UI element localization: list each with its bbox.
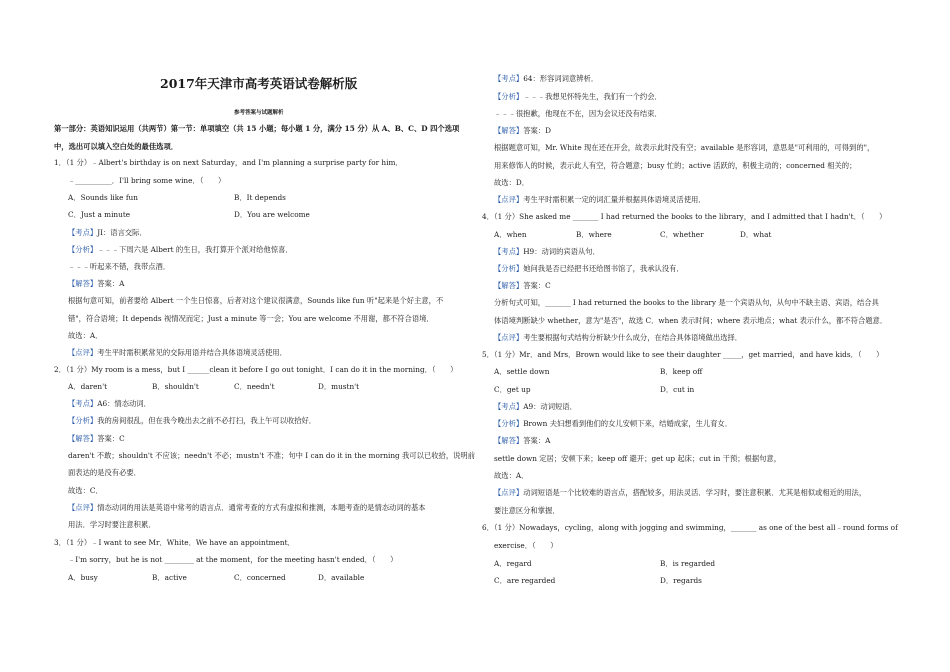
q2-body-3: 故选：C．	[68, 486, 103, 495]
q5-option-a: A．settle down	[494, 367, 550, 376]
q2-option-b: B．shouldn't	[152, 382, 199, 391]
q4-option-c: C．whether	[660, 230, 704, 239]
q1-option-c: C．Just a minute	[68, 210, 131, 219]
q3-option-b: B．active	[152, 573, 187, 582]
q3-option-a: A．busy	[68, 573, 98, 582]
q4-fenxi: 【分析】她问我是否已经把书还给图书馆了，我承认没有．	[494, 264, 684, 273]
section-intro-line2: 中，选出可以填入空白处的最佳选项．	[54, 142, 179, 151]
q5-fenxi: 【分析】Brown 夫妇想看到他们的女儿安顿下来，结婚成家，生儿育女．	[494, 419, 733, 428]
q3-fenxi2: ﹣﹣﹣很抱歉，他现在不在，因为会议还没有结束．	[494, 109, 662, 118]
q5-body-2: 故选：A．	[494, 471, 529, 480]
q5-stem: 5．（1 分）Mr．and Mrs．Brown would like to see their daughter _____，get married，and have kids．（ ）	[482, 350, 884, 359]
q4-stem: 4．（1 分）She asked me _______ I had returned the books to the library，and I admitted that I hadn't．（ ）	[482, 212, 887, 221]
q1-line2: ﹣__________．I'll bring some wine．（ ）	[68, 176, 226, 185]
q3-kaodian: 【考点】64：形容词词意辨析．	[494, 74, 599, 83]
q4-body-1: 分析句式可知，_______ I had returned the books to the library 是一个宾语从句，从句中不缺主语、宾语，结合具	[494, 298, 879, 307]
page-subtitle: 参考答案与试题解析	[234, 110, 284, 116]
q3-line2: ﹣I'm sorry，but he is not ________ at the moment，for the meeting hasn't ended．（ ）	[68, 555, 398, 564]
q1-option-b: B．It depends	[234, 193, 286, 202]
q2-option-d: D．mustn't	[318, 382, 360, 391]
q2-body-2: 面表达的是没有必要．	[68, 468, 141, 477]
q4-option-b: B．where	[576, 230, 612, 239]
q1-stem: 1．（1 分）﹣Albert's birthday is on next Saturday，and I'm planning a surprise party for him．	[54, 158, 403, 167]
q6-line2: exercise．（ ）	[494, 541, 558, 550]
q5-jieda: 【解答】答案：A	[494, 436, 551, 445]
q6-option-d: D．regards	[660, 576, 702, 585]
q3-jieda: 【解答】答案：D	[494, 126, 551, 135]
q5-option-d: D．cut in	[660, 385, 695, 394]
q2-jieda: 【解答】答案：C	[68, 434, 125, 443]
q1-option-d: D．You are welcome	[234, 210, 310, 219]
q4-jieda: 【解答】答案：C	[494, 281, 551, 290]
q2-option-c: C．needn't	[234, 382, 275, 391]
q3-body-2: 用来修饰人的时候，表示此人有空，符合题意；busy 忙的；active 活跃的，积极主动的；concerned 相关的；	[494, 161, 857, 170]
q1-kaodian: 【考点】JI：语言交际．	[68, 228, 147, 237]
q1-body-1: 根据句意可知，前者要给 Albert 一个生日惊喜，后者对这个建议很满意，Sounds like fun 听"起来是个好主意，不	[68, 296, 444, 305]
q6-option-c: C．are regarded	[494, 576, 556, 585]
q4-option-d: D．what	[740, 230, 772, 239]
q2-kaodian: 【考点】A6：情态动词．	[68, 399, 151, 408]
q3-fenxi: 【分析】﹣﹣﹣我想见怀特先生，我们有一个约会．	[494, 92, 662, 101]
q6-stem: 6．（1 分）Nowadays，cycling，along with jogging and swimming，_______ as one of the best all﹣round forms of	[482, 523, 898, 532]
q1-body-3: 故选：A．	[68, 331, 103, 340]
q3-dianping: 【点评】考生平时需积累一定的词汇量并根据具体语境灵活使用．	[494, 195, 706, 204]
q1-option-a: A．Sounds like fun	[68, 193, 138, 202]
q4-dianping: 【点评】考生要根据句式结构分析缺少什么成分，在结合具体语境做出选择．	[494, 333, 743, 342]
q5-option-c: C．get up	[494, 385, 531, 394]
q2-body-1: daren't 不敢；shouldn't 不应该；needn't 不必；mustn't 不准；句中 I can do it in the morning 我可以已收拾，说明前	[68, 451, 476, 460]
q2-option-a: A．daren't	[68, 382, 108, 391]
q3-body-3: 故选：D．	[494, 178, 530, 187]
q5-dianping: 【点评】动词短语是一个比较难的语言点，搭配较多，用法灵活．学习时，要注意积累．尤其是相似或相近的用法，	[494, 488, 867, 497]
q2-dianping: 【点评】情态动词的用法是英语中常考的语言点．通常考查的方式有虚拟和推测，本题考查的是情态动词的基本	[68, 503, 426, 512]
q3-stem: 3．（1 分）﹣I want to see Mr．White．We have an appointment．	[54, 538, 295, 547]
q5-option-b: B．keep off	[660, 367, 703, 376]
q1-dianping: 【点评】考生平时需积累常见的交际用语并结合具体语境灵活使用．	[68, 348, 287, 357]
q3-body-1: 根据题意可知，Mr. White 现在还在开会，故表示此时没有空；available 是形容词，意思是"可利用的，可得到的"，	[494, 143, 875, 152]
q2-fenxi: 【分析】我的房间很乱，但在我今晚出去之前不必打扫，我上午可以收拾好．	[68, 416, 317, 425]
q3-option-c: C．concerned	[234, 573, 286, 582]
q4-option-a: A．when	[494, 230, 527, 239]
q5-kaodian: 【考点】A9：动词短语．	[494, 402, 577, 411]
page-title: 2017年天津市高考英语试卷解析版	[160, 76, 358, 91]
q1-fenxi2: ﹣﹣﹣听起来不错，我带点酒．	[68, 262, 171, 271]
q3-option-d: D．available	[318, 573, 365, 582]
q2-dianping2: 用法．学习时要注意积累．	[68, 520, 156, 529]
q4-kaodian: 【考点】H9：动词的宾语从句．	[494, 247, 600, 256]
q6-option-a: A．regard	[494, 559, 532, 568]
q6-option-b: B．is regarded	[660, 559, 716, 568]
q1-body-2: 错"，符合语境；It depends 视情况而定；Just a minute 等一会；You are welcome 不用谢，都不符合语境．	[68, 314, 434, 323]
q2-stem: 2．（1 分）My room is a mess，but I ______clean it before I go out tonight．I can do it in the morning．（ ）	[54, 365, 458, 374]
q5-dianping2: 要注意区分和掌握．	[494, 506, 560, 515]
q4-body-2: 体语境判断缺少 whether，意为"是否"，故选 C．when 表示时间；where 表示地点；what 表示什么，都不符合题意．	[494, 316, 888, 325]
q1-jieda: 【解答】答案：A	[68, 279, 125, 288]
q5-body-1: settle down 定居；安顿下来；keep off 避开；get up 起床；cut in 干预；根据句意，	[494, 454, 782, 463]
q1-fenxi: 【分析】﹣﹣﹣下周六是 Albert 的生日，我打算开个派对给他惊喜．	[68, 245, 293, 254]
section-intro-line1: 第一部分：英语知识运用（共两节）第一节：单项填空（共 15 小题；每小题 1 分，满分 15 分）从 A、B、C、D 四个选项	[54, 124, 460, 133]
